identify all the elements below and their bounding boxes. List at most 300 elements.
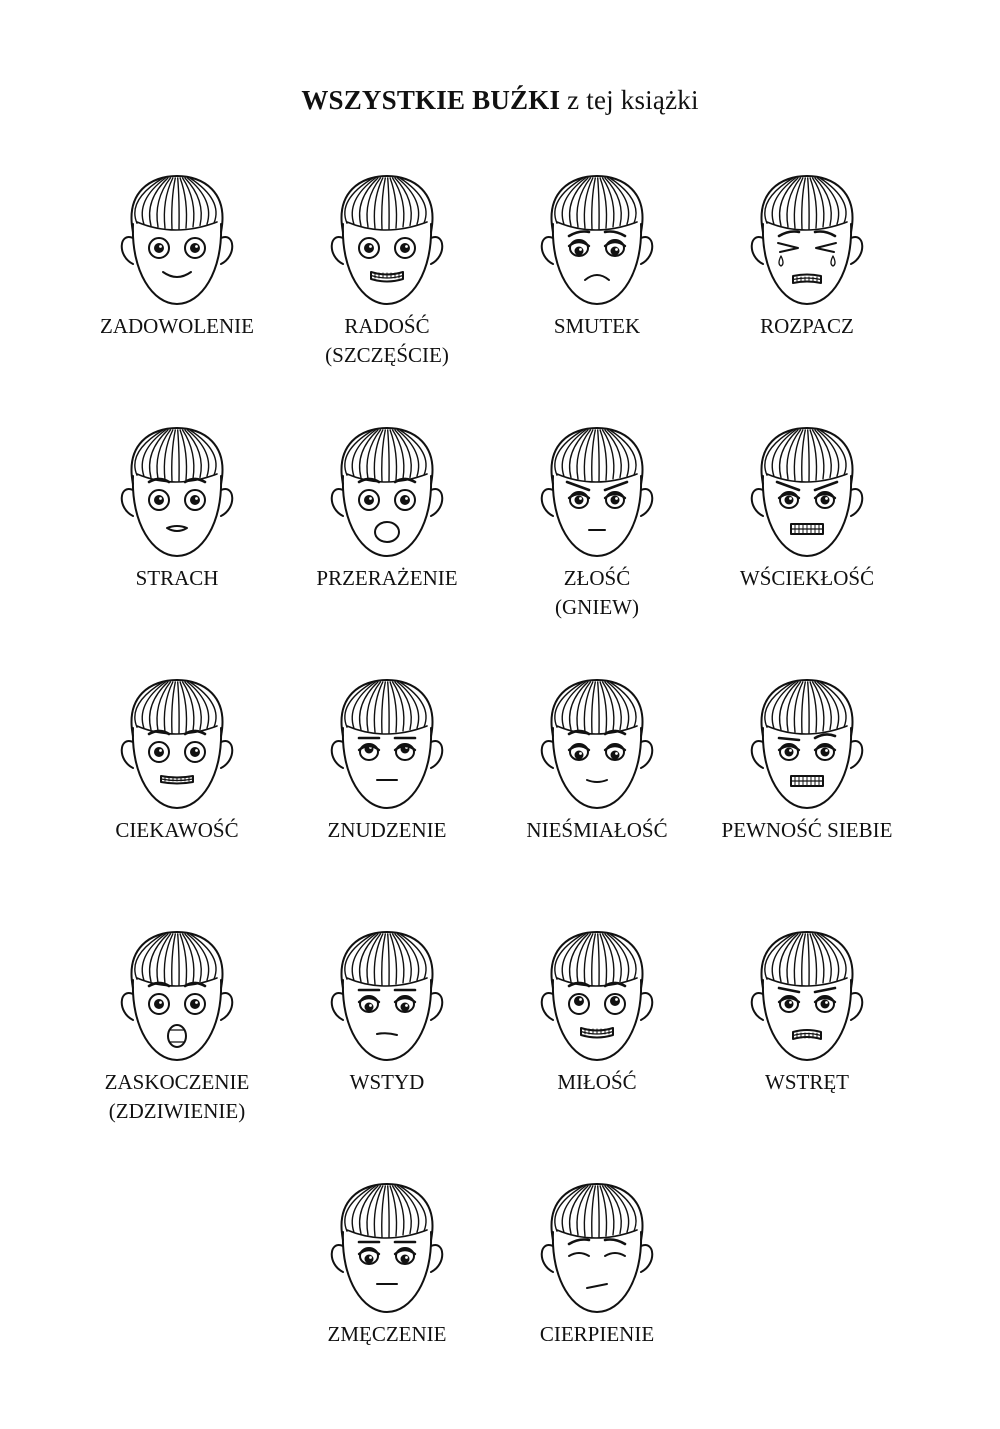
left-ear (752, 489, 763, 516)
face-illustration (537, 1180, 657, 1320)
mouth (163, 272, 191, 277)
left-ear (332, 237, 343, 264)
right-eye-glint (615, 248, 618, 251)
face (542, 932, 653, 1060)
right-eyelid (605, 242, 625, 246)
face-label-main: ZŁOŚĆ (563, 566, 631, 590)
face-outline (343, 728, 431, 808)
left-eye-glint (369, 1256, 372, 1259)
head-outline (132, 932, 223, 988)
face (332, 1184, 443, 1312)
face-outline (763, 980, 851, 1060)
face-label (692, 564, 922, 593)
face-label-main: SMUTEK (553, 314, 641, 338)
eyes (149, 742, 205, 762)
left-ear (122, 993, 133, 1020)
right-eyelid (605, 746, 625, 750)
right-ear (431, 1245, 442, 1272)
mouth (793, 275, 821, 284)
mouth (587, 780, 607, 782)
face-label (482, 1320, 712, 1349)
face (752, 680, 863, 808)
face-illustration (747, 928, 867, 1068)
right-eyebrow (815, 734, 835, 738)
face-illustration (327, 172, 447, 312)
face-outline (133, 224, 221, 304)
right-eyebrow (815, 482, 837, 490)
face-label (62, 564, 292, 593)
mouth (371, 272, 403, 282)
right-eyebrow (605, 1240, 625, 1245)
right-ear (851, 489, 862, 516)
face-label (272, 1320, 502, 1349)
right-eye-glint (405, 1004, 408, 1007)
left-eye-glint (579, 497, 582, 500)
head-outline (342, 428, 433, 484)
left-pupil (575, 496, 584, 505)
left-eye-glint (159, 497, 162, 500)
face-label (692, 1068, 922, 1097)
left-eyebrow (569, 232, 589, 237)
face-outline (343, 224, 431, 304)
face-label-sub: (SZCZĘŚCIE) (325, 343, 449, 367)
mouth-smile (163, 272, 191, 277)
face-label-main: STRACH (135, 566, 219, 590)
face-card (72, 424, 282, 664)
right-ear (851, 237, 862, 264)
face-card (702, 424, 912, 664)
mouth-smile (587, 780, 607, 782)
left-eyelid (569, 746, 589, 750)
face-card (492, 424, 702, 664)
head-outline (342, 176, 433, 232)
left-ear (542, 237, 553, 264)
tears (779, 256, 835, 266)
left-eye-glint (789, 1001, 792, 1004)
left-pupil (365, 1003, 374, 1012)
face-illustration (537, 676, 657, 816)
mouth (587, 1284, 607, 1288)
left-pupil (785, 496, 794, 505)
eyes (359, 490, 415, 510)
page-title-rest: z tej książki (567, 85, 699, 115)
eyebrows (777, 482, 837, 490)
face (332, 428, 443, 556)
right-pupil (821, 1000, 830, 1009)
left-ear (542, 1245, 553, 1272)
right-eye-glint (615, 998, 618, 1001)
face-label-main: MIŁOŚĆ (557, 1070, 637, 1094)
left-eye (778, 243, 798, 252)
eyes (359, 1248, 415, 1264)
face-card (492, 676, 702, 916)
face-card (492, 172, 702, 412)
left-eye-glint (159, 245, 162, 248)
mouth-outline (168, 1025, 186, 1047)
eyes (359, 996, 415, 1012)
left-eyebrow (567, 482, 589, 490)
left-ear (122, 741, 133, 768)
eyebrows (779, 734, 835, 740)
right-ear (851, 993, 862, 1020)
face (122, 176, 233, 304)
eyes (779, 996, 835, 1012)
mouth-gasp (375, 522, 399, 542)
mouth (581, 1028, 613, 1038)
face-label-main: CIEKAWOŚĆ (115, 818, 239, 842)
face-label-main: ZASKOCZENIE (104, 1070, 250, 1094)
face-label-main: CIERPIENIE (539, 1322, 655, 1346)
eyebrows (779, 232, 835, 237)
face-illustration (117, 424, 237, 564)
left-ear (542, 489, 553, 516)
face-label (62, 816, 292, 845)
face-illustration (747, 676, 867, 816)
left-ear (752, 237, 763, 264)
mouth (791, 776, 823, 786)
right-pupil (190, 495, 200, 505)
left-eye-glint (369, 1004, 372, 1007)
right-ear (431, 489, 442, 516)
eyes (149, 238, 205, 258)
mouth (791, 524, 823, 534)
left-pupil (364, 243, 374, 253)
face-illustration (117, 676, 237, 816)
right-eyebrow (605, 232, 625, 237)
left-pupil (154, 495, 164, 505)
face-outline (343, 1232, 431, 1312)
left-eye-glint (789, 749, 792, 752)
mouth-line (587, 1284, 607, 1288)
right-eye-glint (825, 497, 828, 500)
head-outline (132, 176, 223, 232)
right-eye-glint (405, 497, 408, 500)
right-pupil (611, 496, 620, 505)
right-ear (641, 237, 652, 264)
right-pupil (611, 751, 620, 760)
right-eye (605, 1253, 625, 1256)
mouth (793, 1030, 821, 1039)
face-label (62, 312, 292, 341)
face-label (272, 1068, 502, 1097)
right-ear (641, 993, 652, 1020)
right-ear (641, 741, 652, 768)
face (122, 680, 233, 808)
face (752, 428, 863, 556)
mouth (585, 275, 609, 280)
face-outline (133, 728, 221, 808)
left-pupil (154, 747, 164, 757)
eyes (149, 994, 205, 1014)
face-illustration (327, 424, 447, 564)
face-label-main: RADOŚĆ (344, 314, 430, 338)
left-eye-glint (369, 497, 372, 500)
head-outline (342, 1184, 433, 1240)
right-ear (851, 741, 862, 768)
left-ear (542, 741, 553, 768)
face-label (62, 1068, 292, 1126)
right-ear (221, 237, 232, 264)
left-eyebrow (779, 738, 799, 740)
face-outline (763, 728, 851, 808)
right-eye-glint (615, 752, 618, 755)
left-ear (332, 1245, 343, 1272)
face-card (72, 676, 282, 916)
eyes (779, 492, 835, 508)
face-outline (553, 224, 641, 304)
eyes (569, 1253, 625, 1256)
face-card (702, 676, 912, 916)
right-pupil (190, 999, 200, 1009)
face-card (492, 1180, 702, 1420)
face (122, 932, 233, 1060)
left-eyelid (359, 1250, 379, 1254)
right-eyebrow (605, 482, 627, 490)
eyes (779, 744, 835, 760)
face (752, 176, 863, 304)
left-eyebrow (569, 1240, 589, 1245)
mouth (375, 522, 399, 542)
head-outline (132, 428, 223, 484)
right-ear (641, 489, 652, 516)
face-outline (553, 728, 641, 808)
left-ear (122, 237, 133, 264)
left-pupil (154, 243, 164, 253)
face-card (702, 172, 912, 412)
face (122, 428, 233, 556)
face-label (272, 816, 502, 845)
face-illustration (117, 172, 237, 312)
eyebrows (569, 232, 625, 237)
left-eyebrow (779, 232, 799, 237)
face (332, 680, 443, 808)
head-outline (552, 680, 643, 736)
right-ear (431, 741, 442, 768)
mouth-frown (585, 275, 609, 280)
left-pupil (575, 247, 584, 256)
left-pupil (154, 999, 164, 1009)
head-outline (762, 680, 853, 736)
right-eyelid (395, 1250, 415, 1254)
page-title (0, 80, 1000, 120)
face-illustration (117, 928, 237, 1068)
face (752, 932, 863, 1060)
right-eye-glint (405, 245, 408, 248)
face (542, 1184, 653, 1312)
right-eye-glint (825, 749, 828, 752)
face-label-main: ROZPACZ (760, 314, 854, 338)
face-card (492, 928, 702, 1168)
face-label-main: ZMĘCZENIE (327, 1322, 447, 1346)
left-eye-glint (159, 1001, 162, 1004)
left-eyelid (569, 242, 589, 246)
face-illustration (327, 928, 447, 1068)
right-pupil (401, 1003, 410, 1012)
face-label (482, 564, 712, 622)
face-label (272, 312, 502, 370)
face-label (482, 312, 712, 341)
left-ear (332, 741, 343, 768)
face-outline (763, 476, 851, 556)
face-label (482, 1068, 712, 1097)
right-pupil (400, 243, 410, 253)
right-ear (431, 237, 442, 264)
face-label (692, 312, 922, 341)
eyes (569, 744, 625, 760)
head-outline (762, 176, 853, 232)
left-eye-glint (579, 248, 582, 251)
face-outline (553, 980, 641, 1060)
right-eyebrow (815, 232, 835, 237)
left-eye-glint (579, 752, 582, 755)
left-pupil (574, 996, 584, 1006)
left-pupil (575, 751, 584, 760)
face-label-main: ZADOWOLENIE (100, 314, 254, 338)
face-card (282, 172, 492, 412)
right-pupil (610, 996, 620, 1006)
right-pupil (401, 1255, 410, 1264)
face-outline (343, 980, 431, 1060)
eyes (569, 240, 625, 256)
head-outline (552, 176, 643, 232)
left-tear (779, 256, 783, 266)
left-eyebrow (777, 482, 799, 490)
left-ear (332, 993, 343, 1020)
eyes (359, 744, 415, 760)
eyes (569, 994, 625, 1014)
mouth (167, 526, 187, 531)
right-eyebrow (815, 988, 835, 992)
face-card (282, 928, 492, 1168)
face (542, 680, 653, 808)
head-outline (342, 932, 433, 988)
left-eye-glint (789, 497, 792, 500)
head-outline (762, 932, 853, 988)
face-label-main: WSTYD (349, 1070, 425, 1094)
eyes (569, 492, 625, 508)
head-outline (762, 428, 853, 484)
face-illustration (537, 424, 657, 564)
right-pupil (400, 495, 410, 505)
face-outline (133, 476, 221, 556)
right-pupil (821, 748, 830, 757)
left-ear (122, 489, 133, 516)
head-outline (132, 680, 223, 736)
face-card (72, 172, 282, 412)
head-outline (552, 1184, 643, 1240)
mouth (377, 1033, 397, 1035)
face-label-main: WŚCIEKŁOŚĆ (739, 566, 875, 590)
face-card (282, 676, 492, 916)
face-illustration (537, 172, 657, 312)
mouth-line (377, 1033, 397, 1035)
face-outline (343, 476, 431, 556)
face (332, 932, 443, 1060)
eyebrows (567, 482, 627, 490)
right-eye-glint (405, 1256, 408, 1259)
face-illustration (327, 1180, 447, 1320)
eyes (778, 243, 836, 252)
eyes (359, 238, 415, 258)
mouth-small (167, 526, 187, 531)
face (542, 428, 653, 556)
face-illustration (327, 676, 447, 816)
face (542, 176, 653, 304)
face-outline (553, 476, 641, 556)
face-label (692, 816, 922, 845)
right-ear (641, 1245, 652, 1272)
face-label (482, 816, 712, 845)
face-label-sub: (ZDZIWIENIE) (108, 1099, 246, 1123)
face-label-main: PRZERAŻENIE (316, 566, 458, 590)
left-eyelid (359, 998, 379, 1002)
face-label (272, 564, 502, 593)
left-eye (569, 1253, 589, 1256)
face-card (72, 928, 282, 1168)
right-tear (831, 256, 835, 266)
face-illustration (747, 424, 867, 564)
face-card (282, 424, 492, 664)
face-illustration (747, 172, 867, 312)
right-pupil (821, 496, 830, 505)
face-card (282, 1180, 492, 1420)
right-eye-glint (825, 1001, 828, 1004)
face (332, 176, 443, 304)
page-title-bold: WSZYSTKIE BUŹKI (301, 85, 561, 115)
face-label-main: WSTRĘT (765, 1070, 849, 1094)
head-outline (552, 428, 643, 484)
face-label-main: NIEŚMIAŁOŚĆ (526, 818, 668, 842)
left-ear (752, 741, 763, 768)
right-ear (221, 489, 232, 516)
left-ear (332, 489, 343, 516)
face-outline (553, 1232, 641, 1312)
right-ear (221, 741, 232, 768)
right-pupil (190, 747, 200, 757)
face-outline (763, 224, 851, 304)
right-pupil (611, 247, 620, 256)
eyes (149, 490, 205, 510)
left-eye-glint (159, 749, 162, 752)
right-eye-glint (195, 497, 198, 500)
left-ear (542, 993, 553, 1020)
face-illustration (537, 928, 657, 1068)
left-eye-glint (579, 998, 582, 1001)
left-pupil (365, 1255, 374, 1264)
right-eye-glint (615, 497, 618, 500)
mouth (161, 776, 193, 784)
face-label-sub: (GNIEW) (555, 595, 639, 619)
left-pupil (364, 495, 374, 505)
face-card (702, 928, 912, 1168)
face-label-main: PEWNOŚĆ SIEBIE (721, 818, 893, 842)
right-eye (816, 243, 836, 252)
face-label-main: ZNUDZENIE (327, 818, 447, 842)
left-eyebrow (779, 988, 799, 992)
head-outline (552, 932, 643, 988)
eyebrows (569, 1240, 625, 1245)
left-eye-glint (369, 245, 372, 248)
right-ear (221, 993, 232, 1020)
right-eye-glint (195, 749, 198, 752)
left-pupil (785, 748, 794, 757)
head-outline (342, 680, 433, 736)
eyebrows (779, 988, 835, 992)
right-eye-glint (195, 1001, 198, 1004)
mouth (168, 1025, 186, 1047)
right-pupil (190, 243, 200, 253)
left-pupil (785, 1000, 794, 1009)
